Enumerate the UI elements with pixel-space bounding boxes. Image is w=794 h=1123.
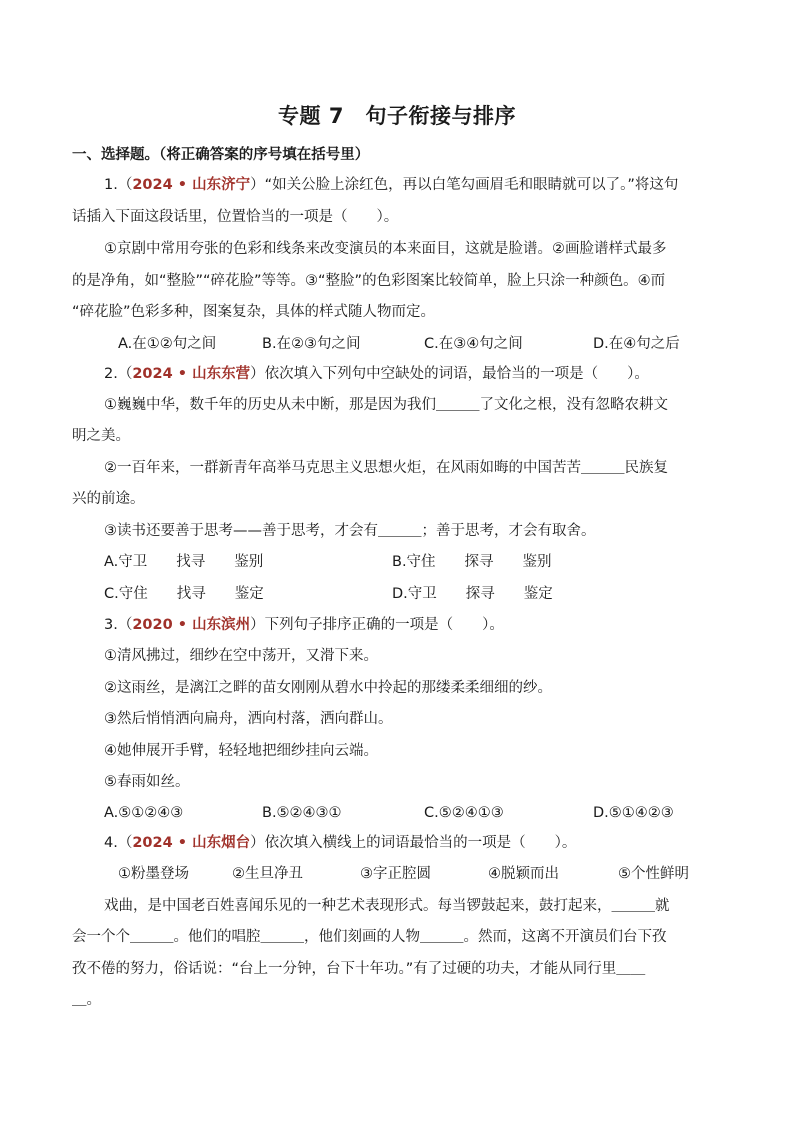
question-2-option-d: D.守卫 探寻 鉴定 (392, 586, 553, 602)
question-3-sentence: ⑤春雨如丝。 (104, 774, 190, 790)
question-2-option-b: B.守住 探寻 鉴别 (392, 554, 552, 570)
question-3-sentence: ③然后悄悄洒向扁舟，洒向村落，洒向群山。 (104, 711, 393, 727)
question-1-line: 1.（2024 • 山东济宁）“如关公脸上涂红色，再以白笔勾画眉毛和眼睛就可以了。”将这句 (104, 177, 679, 193)
question-2-item-2: 兴的前途。 (72, 491, 145, 507)
question-2-item-1: 明之美。 (72, 428, 130, 444)
question-4-word-2: ②生旦净丑 (232, 866, 303, 882)
question-1-option-a: A.在①②句之间 (118, 336, 217, 352)
question-4-passage: 会一个个＿＿＿。他们的唱腔＿＿＿，他们刻画的人物＿＿＿。然而，这离不开演员们台下孜 (72, 929, 667, 945)
question-4-word-3: ③字正腔圆 (360, 866, 431, 882)
question-1-passage: 的是净角，如“整脸”“碎花脸”等等。③“整脸”的色彩图案比较简单，脸上只涂一种颜色。④而 (72, 273, 666, 289)
question-3-source: 2020 • 山东滨州 (132, 617, 251, 633)
question-3-sentence: ②这雨丝，是漓江之畔的苗女刚刚从碧水中拎起的那缕柔柔细细的纱。 (104, 680, 552, 696)
question-4-source: 2024 • 山东烟台 (132, 835, 251, 851)
question-1-source: 2024 • 山东济宁 (132, 177, 251, 193)
question-4-line: 4.（2024 • 山东烟台）依次填入横线上的词语最恰当的一项是（ ）。 (104, 835, 577, 851)
question-2-item-2: ②一百年来，一群新青年高举马克思主义思想火炬，在风雨如晦的中国苦苦＿＿＿民族复 (104, 460, 668, 476)
section-heading: 一、选择题。（将正确答案的序号填在括号里） (72, 147, 370, 163)
question-1-passage: ①京剧中常用夸张的色彩和线条来改变演员的本来面目，这就是脸谱。②画脸谱样式最多 (104, 241, 667, 257)
question-4-passage: 戏曲，是中国老百姓喜闻乐见的一种艺术表现形式。每当锣鼓起来，鼓打起来，＿＿＿就 (104, 898, 670, 914)
question-1-option-d: D.在④句之后 (593, 336, 680, 352)
question-2-item-3: ③读书还要善于思考——善于思考，才会有＿＿＿；善于思考，才会有取舍。 (104, 523, 596, 539)
question-3-option-b: B.⑤②④③① (262, 805, 342, 821)
question-1-option-b: B.在②③句之间 (262, 336, 361, 352)
question-3-option-c: C.⑤②④①③ (424, 805, 504, 821)
question-2-source: 2024 • 山东东营 (132, 366, 251, 382)
question-2-option-c: C.守住 找寻 鉴定 (104, 586, 264, 602)
question-3-option-a: A.⑤①②④③ (104, 805, 184, 821)
question-3-option-d: D.⑤①④②③ (593, 805, 674, 821)
question-4-word-4: ④脱颖而出 (488, 866, 559, 882)
question-4-passage: 孜不倦的努力，俗话说：“台上一分钟，台下十年功。”有了过硬的功夫，才能从同行里＿＿ (72, 961, 646, 977)
question-2-item-1: ①巍巍中华，数千年的历史从未中断，那是因为我们＿＿＿了文化之根，没有忽略农耕文 (104, 397, 668, 413)
question-1-passage: “碎花脸”色彩多种，图案复杂，具体的样式随人物而定。 (72, 304, 436, 320)
question-3-line: 3.（2020 • 山东滨州）下列句子排序正确的一项是（ ）。 (104, 617, 504, 633)
question-1-option-c: C.在③④句之间 (424, 336, 523, 352)
question-3-sentence: ①清风拂过，细纱在空中荡开，又滑下来。 (104, 648, 378, 664)
question-3-sentence: ④她伸展开手臂，轻轻地把细纱挂向云端。 (104, 743, 378, 759)
question-2-line: 2.（2024 • 山东东营）依次填入下列句中空缺处的词语，最恰当的一项是（ ）。 (104, 366, 649, 382)
question-2-option-a: A.守卫 找寻 鉴别 (104, 554, 264, 570)
question-4-word-5: ⑤个性鲜明 (618, 866, 689, 882)
page-title: 专题 7 句子衔接与排序 (278, 104, 516, 128)
question-4-word-1: ①粉墨登场 (118, 866, 189, 882)
question-4-passage: ＿。 (72, 992, 101, 1008)
question-1-line: 话插入下面这段话里，位置恰当的一项是（ ）。 (72, 209, 399, 225)
